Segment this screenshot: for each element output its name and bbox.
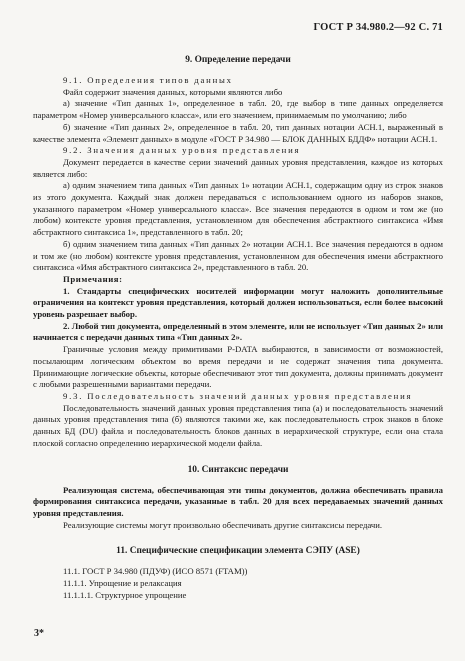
paragraph: а) одним значением типа данных «Тип данных 1» нотации АСН.1, содержащим одну из строк знаков из этого документа. Каждый знак должен передаваться с использованием одного из наборов знаков, указанного параметром «Номер универсального класса». Все значения передаются в одном и том же (но любом) контексте уровня представления, установленном для обеспечения абстрактного синтаксиса «Имя абстрактного синтаксиса 1», представленного в табл. 20; bbox=[33, 180, 443, 238]
section-11-heading: 11. Специфические спецификации элемента СЭПУ (ASE) bbox=[116, 546, 360, 557]
paragraph: Документ передается в качестве серии значений данных уровня представления, каждое из которых является либо: bbox=[33, 156, 443, 179]
paragraph: а) значение «Тип данных 1», определенное в табл. 20, где выбор в типе данных определяется параметром «Номер универсального класса», или его значением, принимаемым по умолчанию; либо bbox=[33, 98, 443, 121]
subsection-line: 11.1.1. Упрощение и релаксация bbox=[63, 578, 182, 589]
note-item: 1. Стандарты специфических носителей информации могут наложить дополнительные ограничения на контекст уровня представления, который должен использоваться, если более высокий уровень разрешает выбор. bbox=[33, 285, 443, 320]
subsection-line: 11.1. ГОСТ Р 34.980 (ПДУФ) (ИСО 8571 (FTAM)) bbox=[63, 566, 248, 577]
note-item: 2. Любой тип документа, определенный в этом элементе, или не использует «Тип данных 2» или начинается с передачи данных типа «Тип данных 2». bbox=[33, 320, 443, 343]
page-number: 3* bbox=[34, 628, 44, 639]
section-9-heading: 9. Определение передачи bbox=[185, 55, 291, 65]
paragraph: б) одним значением типа данных «Тип данных 2» нотации АСН.1. Все значения передаются в одном и том же (но любом) контексте уровня представления, установленном для обеспечения имени абстрактного синтаксиса «Имя абстрактного синтаксиса 2», представленного в табл. 20. bbox=[33, 238, 443, 273]
paragraph: б) значение «Тип данных 2», определенное в табл. 20, тип данных нотации АСН.1, выраженный в качестве элемента «Элемент данных» в модуле «ГОСТ Р 34.980 — БЛОК ДАННЫХ БДДФ» нотации АСН.1. bbox=[33, 121, 443, 144]
subsection-9-2-title: 9.2. Значения данных уровня представления bbox=[63, 145, 301, 156]
paragraph: Граничные условия между примитивами P-DATA выбираются, в зависимости от возможностей, посылающим логическим объектом во время передачи и не содержат значения типа документа. Принимающие логические объекты, которые обеспечивают этот тип документа, должны принимать документ с любыми разрешенными вариантами передачи. bbox=[33, 344, 443, 390]
running-header: ГОСТ Р 34.980.2—92 С. 71 bbox=[313, 22, 443, 33]
section-10-heading: 10. Синтаксис передачи bbox=[187, 464, 289, 475]
notes-title: Примечания: bbox=[63, 273, 123, 284]
subsection-9-1-title: 9.1. Определения типов данных bbox=[63, 75, 233, 85]
subsection-9-3-title: 9.3. Последовательность значений данных уровня представления bbox=[63, 390, 413, 401]
page-body bbox=[33, 54, 443, 601]
paragraph: Реализующая система, обеспечивающая эти типы документов, должна обеспечивать правила формирования синтаксиса передачи, указанные в табл. 20 для всех передаваемых значений данных уровня представления. bbox=[33, 484, 443, 518]
paragraph: Файл содержит значения данных, которыми являются либо bbox=[63, 86, 283, 97]
paragraph: Реализующие системы могут произвольно обеспечивать другие синтаксисы передачи. bbox=[63, 519, 383, 530]
paragraph: Последовательность значений данных уровня представления типа (а) и последовательность значений данных уровня представления типа (б) являются такими же, как последовательность строк знаков в блоке данных БД (DU) файла и последовательность блоков данных в иерархической структуре, если она стала плоской согласно определению иерархической модели файла. bbox=[33, 402, 443, 448]
subsection-line: 11.1.1.1. Структурное упрощение bbox=[63, 589, 187, 600]
